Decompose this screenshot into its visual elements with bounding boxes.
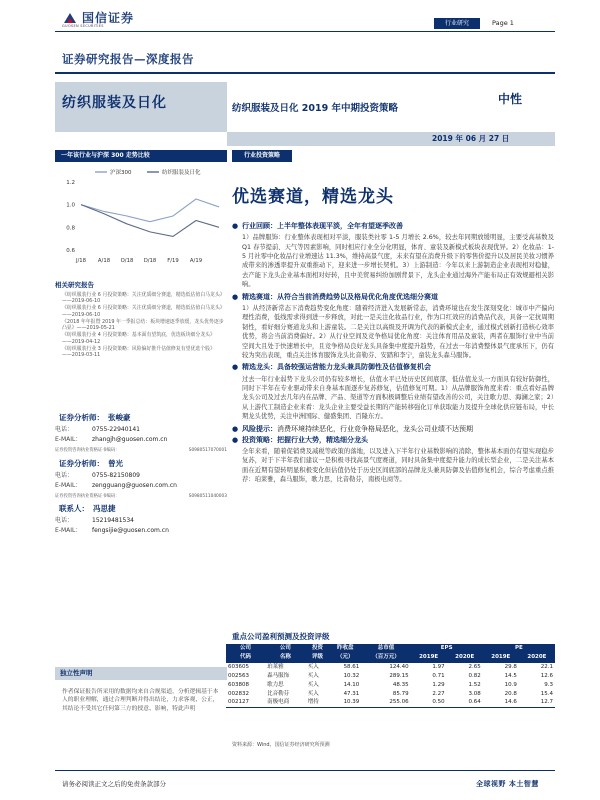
table-cell: 603605: [228, 663, 249, 670]
table-cell: 255.06: [361, 699, 410, 708]
table-cell: 603808: [228, 681, 249, 688]
related-item[interactable]: 《纺织服装行业 3 月投资策略：风险偏好推升估值修复有望优选个股》——2019-03-11: [62, 345, 215, 359]
section-head-text: 精选龙头：具备较强运营能力龙头兼具防御性及估值修复机会: [242, 363, 431, 372]
contact-title: [55, 504, 116, 514]
y-tick-label: 0.6: [66, 248, 75, 254]
x-tick-label: A/18: [97, 258, 111, 264]
related-item[interactable]: 《纺织服装行业 6 月投资策略：关注优质细分赛道，精选低估值白马龙头》——2019-06-10: [62, 305, 223, 318]
series-line-hs300: [81, 199, 219, 222]
analyst-2-title: [55, 459, 123, 469]
footer-rule: [55, 770, 555, 771]
table-cell: 002563: [228, 672, 249, 679]
phone-value: 0755-22940141: [92, 426, 140, 433]
table-cell: 1.52: [468, 681, 481, 688]
table-source: 资料来源：Wind、国信证券经济研究所预测: [232, 742, 330, 748]
table-cell: 3.08: [468, 690, 481, 697]
contact-email: [55, 527, 169, 535]
contact-name: 冯思捷: [93, 504, 116, 513]
forecast-table: [226, 644, 555, 708]
table-header-row: [226, 653, 555, 662]
table-header-cell: （百万元）: [361, 653, 410, 662]
table-header-cell: 2020E: [519, 653, 555, 662]
section-head: [232, 363, 554, 372]
analyst-role: 证券分析师：: [59, 413, 104, 422]
bullet-icon: ●: [232, 222, 239, 230]
table-cell: 15.4: [540, 690, 553, 697]
table-cell: 58.61: [343, 663, 360, 670]
bullet-icon: ●: [232, 363, 239, 372]
bullet-icon: ●: [232, 424, 239, 433]
section-head-text: 精选赛道：从符合当前消费趋势以及格局优化角度优选细分赛道: [242, 292, 438, 301]
table-cell: 森马服饰: [267, 672, 290, 679]
related-item[interactable]: 《纺织服装行业 4 月投资策略：基本面有望筑底，优选板块细分龙头》——2019-04-12: [62, 332, 215, 345]
related-list: [62, 292, 224, 359]
email-label: E-MAIL：: [55, 482, 82, 489]
table-header-row: [226, 644, 555, 653]
table-header-cell: 2019E: [483, 653, 519, 662]
related-item[interactable]: 《2018 年年报暨 2019 年一季报总结：板块增速逐季放缓，龙头优势逐步凸显》——2019-05-21: [62, 318, 224, 332]
section-head: [232, 222, 554, 231]
table-cell: 珀莱雅: [267, 663, 284, 670]
email-value[interactable]: zhangjh@guosen.com.cn: [92, 436, 168, 443]
contact-role: 联系人：: [59, 504, 89, 513]
table-cell: 南极电商: [265, 699, 306, 708]
table-header-cell: 公司: [226, 644, 265, 653]
table-header-cell: 2020E: [447, 653, 483, 662]
table-row: [226, 699, 555, 708]
table-cell: 48.35: [392, 681, 409, 688]
table-header-cell: 总市值: [361, 644, 410, 653]
y-tick-label: 1.0: [66, 202, 75, 209]
cert-label: 证券投资咨询执业资格证书编码：: [55, 448, 120, 453]
analyst-name: 曾光: [108, 459, 123, 468]
table-row: [226, 690, 555, 699]
contact-phone: [55, 517, 134, 525]
perf-chart-heading: 一年该行业与沪深 300 走势比较: [55, 150, 227, 162]
table-row: [226, 681, 555, 690]
section-rule: [55, 72, 555, 74]
analyst-1-title: [55, 413, 131, 423]
table-cell: 1.29: [432, 681, 445, 688]
section-head-text: 风险提示：: [242, 424, 277, 433]
table-cell: 002127: [226, 699, 265, 708]
table-cell: 12.6: [540, 672, 553, 679]
table-header-cell: 代码: [226, 653, 265, 662]
section-para: 1）品牌服饰：行业整体表现相对平淡，服装类社零 1-5 月增长 2.6%，较去年同期放缓明显，主要受高基数及 Q1 春节提前、天气等因素影响，同时相应行业全分化明显，体育、童装及新模式板块表现优异。2）化妆品：1-5 月社零中化妆品行业增速达 11.3%，维持高景气度，未来有望在消费升级下的零售价提升以及居民美妆习惯养成带来的渗透率提升双重推动下，迎来进一步增长契机。3）上游制造：今年以来上游制造企业表现相对稳健，去产能下龙头企业基本面相对好转，且中美贸易纠纷加剧背景下，龙头企业通过海外产能布局正有效规避相关影响。: [242, 234, 554, 289]
table-row: [226, 672, 555, 681]
table-cell: 1.97: [432, 663, 445, 670]
table-cell: 10.32: [343, 672, 360, 679]
industry-rating: 中性: [498, 92, 523, 106]
table-cell: 22.1: [540, 663, 553, 670]
table-cell: 14.6: [483, 699, 519, 708]
phone-label: 电话：: [55, 517, 74, 524]
table-cell: 0.71: [432, 672, 445, 679]
industry-name: 纺织服装及日化: [62, 95, 167, 111]
report-type: 证券研究报告—深度报告: [62, 52, 194, 66]
analyst-2-cert: [55, 494, 227, 500]
section-head: [232, 436, 554, 445]
phone-value: 0755-82150809: [92, 472, 140, 479]
email-value[interactable]: zengguang@guosen.com.cn: [92, 482, 177, 489]
y-tick-label: 1.2: [66, 180, 75, 186]
table-cell: 0.50: [411, 699, 447, 708]
table-header-cell: 投资: [306, 644, 329, 653]
analyst-2-email: [55, 482, 177, 490]
table-header-cell: EPS: [411, 644, 483, 653]
report-date: 2019 年 06 月 27 日: [432, 134, 510, 143]
table-cell: 14.5: [504, 672, 517, 679]
table-cell: 12.7: [519, 699, 555, 708]
table-cell: 买入: [307, 690, 319, 697]
table-header-cell: 名称: [265, 653, 306, 662]
table-cell: 比音勒芬: [267, 690, 290, 697]
table-cell: 10.39: [329, 699, 361, 708]
analyst-1-phone: [55, 426, 140, 434]
table-header-cell: （元）: [329, 653, 361, 662]
email-label: E-MAIL：: [55, 436, 82, 443]
bullet-icon: ●: [232, 435, 239, 444]
table-cell: 47.31: [343, 690, 360, 697]
table-cell: 124.40: [389, 663, 409, 670]
risk-text: 消费环境持续恶化，行业竞争格局恶化，龙头公司业绩不达预期: [277, 424, 473, 433]
section-head-text: 行业回顾：上半年整体表现平淡，全年有望逐季改善: [242, 222, 403, 230]
logo-text: 国信证券: [82, 10, 135, 25]
footer-disclaimer: 请务必阅读正文之后的免责条款部分: [62, 780, 166, 788]
chart-legend: [95, 168, 201, 176]
related-item[interactable]: 《纺织服装行业 6 月投资策略：关注优质细分赛道，精选低估值白马龙头》——2019-06-10: [62, 292, 223, 305]
table-cell: 歌力思: [267, 681, 284, 688]
cert-value: S0980517070001: [188, 448, 227, 453]
x-tick-label: F/19: [167, 258, 179, 264]
table-header-cell: 评级: [306, 653, 329, 662]
section-para: 过去一年行业弱势下龙头公司仍有较多增长，估值水平已处历史区间底部，低估值龙头一方面具有较好防御性，同时下半年在专业驱动带来自身基本面逐步复苏修复，估值修复可期。1）从品牌服饰角度来看：重点看好品牌龙头公司及过去几年内在品牌、产品、渠道等方面积极调整后业绩有望改善的公司，关注歌力思、海澜之家；2）从上游代工制造企业来看：龙头企业主要受益长期的产能转移强化订单获取能力及提升全球化供应链布局，中长期龙头优势，关注申洲国际、健盛集团、百隆东方。: [242, 375, 554, 421]
phone-value: 15219481534: [92, 517, 134, 524]
independence-heading: 独立性声明: [55, 667, 227, 680]
section-head: [232, 293, 554, 302]
table-cell: 14.10: [343, 681, 360, 688]
x-tick-label: A/19: [189, 258, 203, 264]
strategy-title: 纺织服装及日化 2019 年中期投资策略: [232, 103, 399, 114]
table-header-cell: 昨收盘: [329, 644, 361, 653]
legend-hs300: 沪深300: [110, 170, 132, 176]
table-cell: 增持: [306, 699, 329, 708]
table-cell: 29.8: [504, 663, 517, 670]
table-title: 重点公司盈利预测及投资评级: [232, 632, 330, 641]
email-value[interactable]: fengsijie@guosen.com.cn: [92, 527, 169, 534]
report-body: [232, 222, 554, 488]
table-cell: 2.27: [432, 690, 445, 697]
analyst-2-phone: [55, 472, 140, 480]
table-cell: 0.82: [468, 672, 481, 679]
legend-textile: 纺织服装及日化: [162, 170, 201, 176]
perf-chart: [55, 164, 227, 276]
invest-strategy-tag: 行业投资策略: [232, 150, 292, 162]
table-header-cell: PE: [483, 644, 555, 653]
bullet-icon: ●: [232, 292, 239, 301]
logo-sub: GUOSEN SECURITIES: [62, 24, 104, 28]
phone-label: 电话：: [55, 472, 74, 479]
analyst-role: 证券分析师：: [59, 459, 104, 468]
section-para: 1）从经济新常态下消费趋势变化角度：随着经济进入发展新常态，消费环境也在发生深刻变化：城市中产偏向理性消费，低线需求得到进一步释放，对此一是关注化妆品行业，作为口红效应的消费品代表，具备一定抗周期韧性，看好细分赛道龙头和上游童装。二是关注以高级及开调为代表的新模式企业，通过模式创新打造核心效率优势，将会当前消费偏好。2）从行业空间及竞争格局优化角度：关注体育用品及童装，两者在服饰行业中当前空间大且处于快速增长中，且竞争格局良好龙头具备集中度提升趋势，在过去一年消费整体景气度承压下，仍有较为突出表现，重点关注体育服饰龙头比音勒芬、安踏和李宁，童装龙头森马服饰。: [242, 304, 554, 359]
section-head: [232, 425, 554, 434]
series-line-textile: [81, 205, 219, 237]
main-title: 优选赛道，精选龙头: [232, 187, 394, 207]
cert-label: 证券投资咨询执业资格证书编码：: [55, 494, 120, 499]
cert-value: S0980511040003: [188, 494, 227, 499]
table-cell: 20.8: [504, 690, 517, 697]
table-header-cell: 2019E: [411, 653, 447, 662]
phone-label: 电话：: [55, 426, 74, 433]
analyst-1-email: [55, 436, 167, 444]
table-cell: 0.64: [447, 699, 483, 708]
section-head-text: 投资策略：把握行业大势，精选细分龙头: [242, 435, 368, 444]
guosen-logo: [62, 8, 162, 28]
table-cell: 买入: [307, 672, 319, 679]
table-cell: 10.9: [504, 681, 517, 688]
table-cell: 002832: [228, 690, 249, 697]
header-tag: 行业研究: [434, 18, 480, 29]
table-cell: 289.15: [389, 672, 409, 679]
y-tick-label: 0.8: [66, 225, 75, 232]
table-cell: 买入: [307, 663, 319, 670]
table-cell: 买入: [307, 681, 319, 688]
related-title: 相关研究报告: [55, 281, 94, 289]
footer-slogan: 全球视野 本土智慧: [476, 780, 539, 788]
table-header-cell: 公司: [265, 644, 306, 653]
page-number: Page 1: [492, 19, 514, 27]
table-cell: 9.3: [544, 681, 553, 688]
x-tick-label: O/18: [120, 258, 134, 264]
section-para: 全年来看，随着促销费及减税等政策的落地，以及进入下半年行业基数影响的消除，整体基本面仍有望实现稳步复苏，对于下半年我们建议一是积极寻找高景气度赛道，同时具备集中度提升能力的成长型企业，二是关注基本面在近期有望转明显积极变化但估值仍处于历史区间底部的品牌龙头兼具防御及估值修复机会，综合考虑重点推荐：珀莱雅，森马服饰，歌力思，比音勒芬，南极电商等。: [242, 447, 554, 484]
table-row: [226, 663, 555, 672]
x-tick-label: J/18: [75, 258, 87, 264]
table-cell: 85.79: [392, 690, 409, 697]
email-label: E-MAIL：: [55, 527, 82, 534]
x-tick-label: D/18: [143, 258, 157, 264]
independence-text: 作者保证报告所采用的数据均来自合规渠道，分析逻辑基于本人的职业理解，通过合理判断并得出结论，力求客观、公正，其结论不受其它任何第三方的授意、影响，特此声明: [62, 689, 219, 712]
analyst-1-cert: [55, 448, 227, 454]
table-cell: 2.65: [468, 663, 481, 670]
analyst-name: 张峻豪: [108, 413, 131, 422]
header-rule: [55, 31, 555, 32]
